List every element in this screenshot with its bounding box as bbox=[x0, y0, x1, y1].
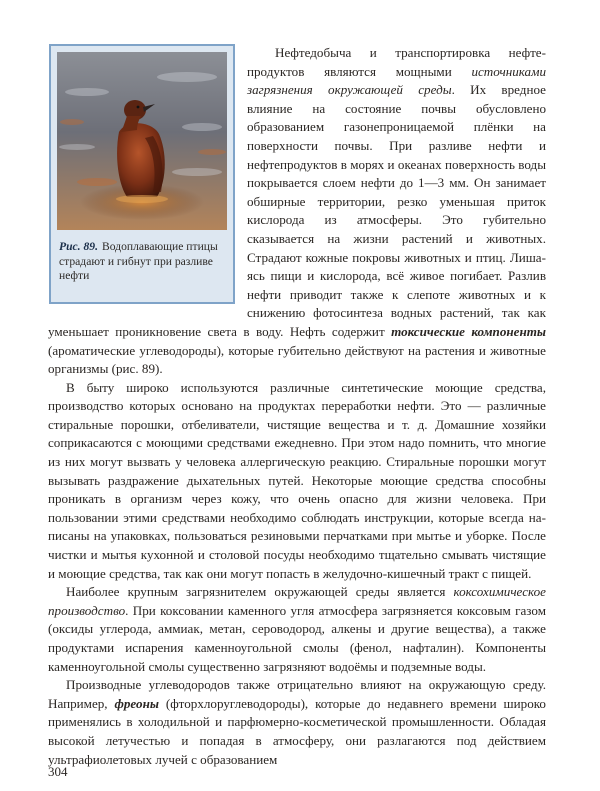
italic-term: источниками загрязнения окружающей среды bbox=[247, 63, 546, 98]
italic-term: коксохимическое производство bbox=[48, 584, 546, 618]
bold-italic-term: фреоны bbox=[114, 695, 159, 711]
bold-italic-term: токсические компоненты bbox=[391, 323, 546, 339]
text-run: Производные углеводородов также отрицательно влияют на окружающую среду. Например, bbox=[48, 677, 546, 711]
text-run: Нефтедобыча и транспортировка нефтепродуктов являются мощными bbox=[247, 45, 546, 79]
figure-number: Рис. 89. bbox=[59, 240, 98, 253]
body-text bbox=[48, 44, 546, 769]
page-number: 304 bbox=[48, 764, 68, 779]
text-run: (ароматические углеводороды), которые губительно действуют на растения и животные организмы (рис. 89). bbox=[48, 342, 546, 377]
text-run: . При коксовании каменного угля атмосфера загрязняется коксовым газом (оксиды углерода, аммиак, метан, сероводород, алкены и другие вещества), а также продуктами испарения каменноугольной смолы (фенол, нафталин). Компоненты каменноугольной смолы существенно загрязняют водоёмы и подземные воды. bbox=[48, 602, 546, 674]
paragraph bbox=[48, 379, 546, 584]
text-run: Наиболее крупным загрязнителем окружающей среды является bbox=[66, 584, 454, 600]
figure-caption-text: Водоплавающие птицы страдают и гибнут при разливе нефти bbox=[59, 240, 218, 282]
text-run: . Их вредное влияние на состояние почвы обусловлено образованием газонепроницаемой плёнки на поверхности почвы. При разливе нефти и нефтепродуктов в морях и океанах поверхность воды покрывается слоем нефти до 1—3 мм. Он занимает обширные территории, резко уменьшая приток кислорода из атмосферы. Это губительно сказывается на жизни растений и животных. Страдают кожные покровы животных и птиц. Лишаясь пищи и кислорода, всё живое погибает. Разлив нефти приводит также к слепоте животных и к снижению фотосинтеза водных растений, так как уменьшает проникновение света в воду. Нефть содержит bbox=[48, 82, 546, 339]
paragraph bbox=[48, 676, 546, 769]
paragraph bbox=[48, 583, 546, 676]
text-run: (фторхлоруглеводороды), которые до недавнего времени широко применялись в холодильной и парфюмерно-косметической промышленности. Обладая высокой летучестью и попадая в атмосферу, они разлагаются под действием ультрафиолетовых лучей с образованием bbox=[48, 695, 546, 767]
text-run: В быту широко используются различные синтетические моющие средства, производство которых основано на продуктах переработки нефти. Это — различные стиральные порошки, отбеливатели, чистящие вещества и т. д. Домашние хозяйки соприкасаются с моющими средствами ежедневно. При этом надо помнить, что многие из них могут вызвать у человека аллергическую реакцию. Стиральные порошки могут вызывать раздражение дыхательных путей. Некоторые моющие средства способны проникать в организм через кожу, что очень опасно для жизни человека. При пользовании этими средствами необходимо соблюдать инструкции, которые всегда написаны на упаковках, пользоваться резиновыми перчатками при мытье и уборке. После чистки и мытья кухонной и столовой посуды необходимо тщательно смывать чистящие и моющие средства, так как они могут попасть в желудочно-кишечный тракт с пищей. bbox=[48, 379, 546, 581]
